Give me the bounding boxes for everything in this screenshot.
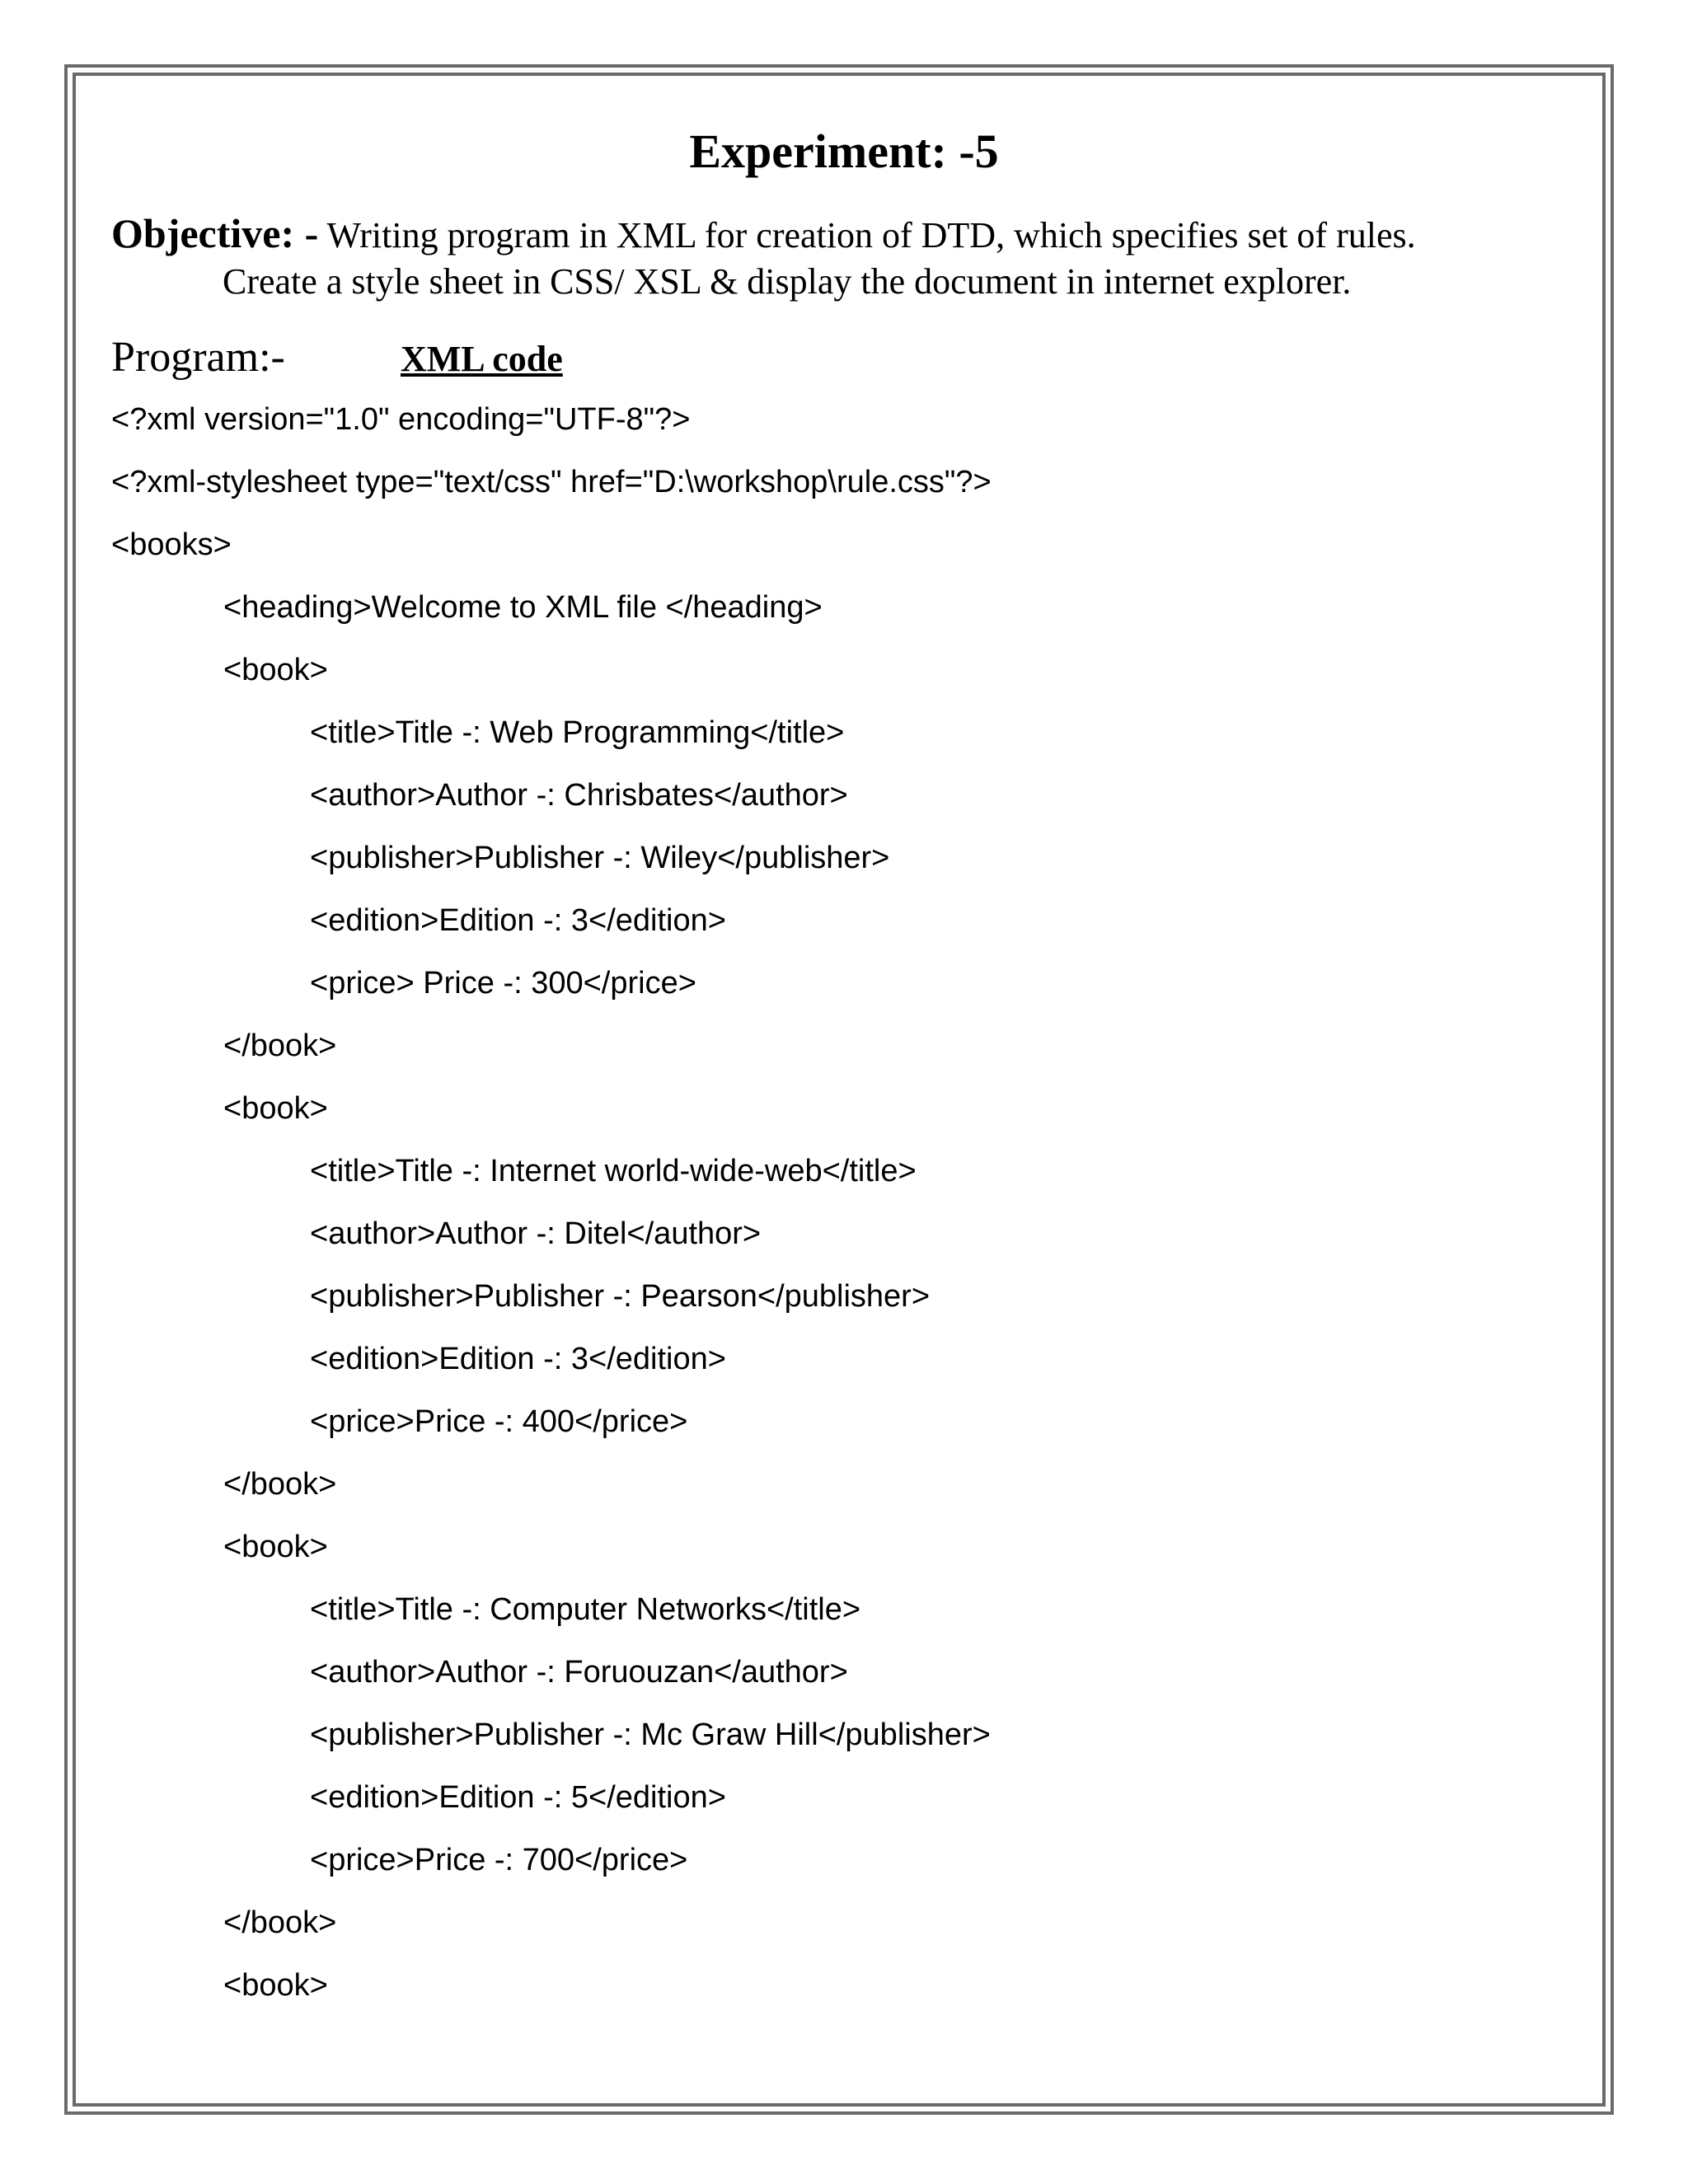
code-line: <publisher>Publisher -: Mc Graw Hill</publisher>: [310, 1718, 991, 1752]
code-line: <price>Price -: 700</price>: [310, 1843, 688, 1877]
objective-text-2: Create a style sheet in CSS/ XSL & display the document in internet explorer.: [223, 261, 1352, 302]
code-line: <publisher>Publisher -: Pearson</publisher>: [310, 1279, 931, 1314]
code-line: </book>: [223, 1029, 337, 1063]
objective-line-1: [111, 209, 1416, 257]
code-line: <edition>Edition -: 3</edition>: [310, 1342, 726, 1376]
page-border-inner: [73, 73, 1606, 2107]
code-line: <?xml-stylesheet type="text/css" href="D:\workshop\rule.css"?>: [111, 465, 992, 499]
objective-text-1: Writing program in XML for creation of DTD, which specifies set of rules.: [318, 215, 1416, 255]
code-line: <title>Title -: Web Programming</title>: [310, 715, 845, 750]
section-heading: XML code: [401, 339, 563, 379]
code-line: <book>: [223, 1091, 328, 1126]
code-line: <edition>Edition -: 3</edition>: [310, 903, 726, 938]
code-line: <price>Price -: 400</price>: [310, 1404, 688, 1439]
code-line: <book>: [223, 1968, 328, 2003]
code-line: <title>Title -: Computer Networks</title>: [310, 1592, 861, 1627]
code-line: <price> Price -: 300</price>: [310, 966, 696, 1001]
code-line: <edition>Edition -: 5</edition>: [310, 1780, 726, 1815]
code-line: <author>Author -: Ditel</author>: [310, 1216, 762, 1251]
program-label: Program:-: [111, 334, 285, 381]
code-line: <book>: [223, 1530, 328, 1564]
code-line: <author>Author -: Chrisbates</author>: [310, 778, 848, 813]
objective-label: Objective: -: [111, 210, 319, 256]
code-line: <title>Title -: Internet world-wide-web</title>: [310, 1154, 917, 1188]
code-line: <books>: [111, 527, 232, 562]
code-line: <?xml version="1.0" encoding="UTF-8"?>: [111, 402, 691, 437]
code-line: <publisher>Publisher -: Wiley</publisher>: [310, 841, 890, 875]
page-title: Experiment: -5: [689, 124, 999, 178]
code-line: <book>: [223, 653, 328, 687]
code-line: <author>Author -: Foruouzan</author>: [310, 1655, 848, 1690]
code-line: </book>: [223, 1905, 337, 1940]
code-line: <heading>Welcome to XML file </heading>: [223, 590, 823, 625]
code-line: </book>: [223, 1467, 337, 1502]
